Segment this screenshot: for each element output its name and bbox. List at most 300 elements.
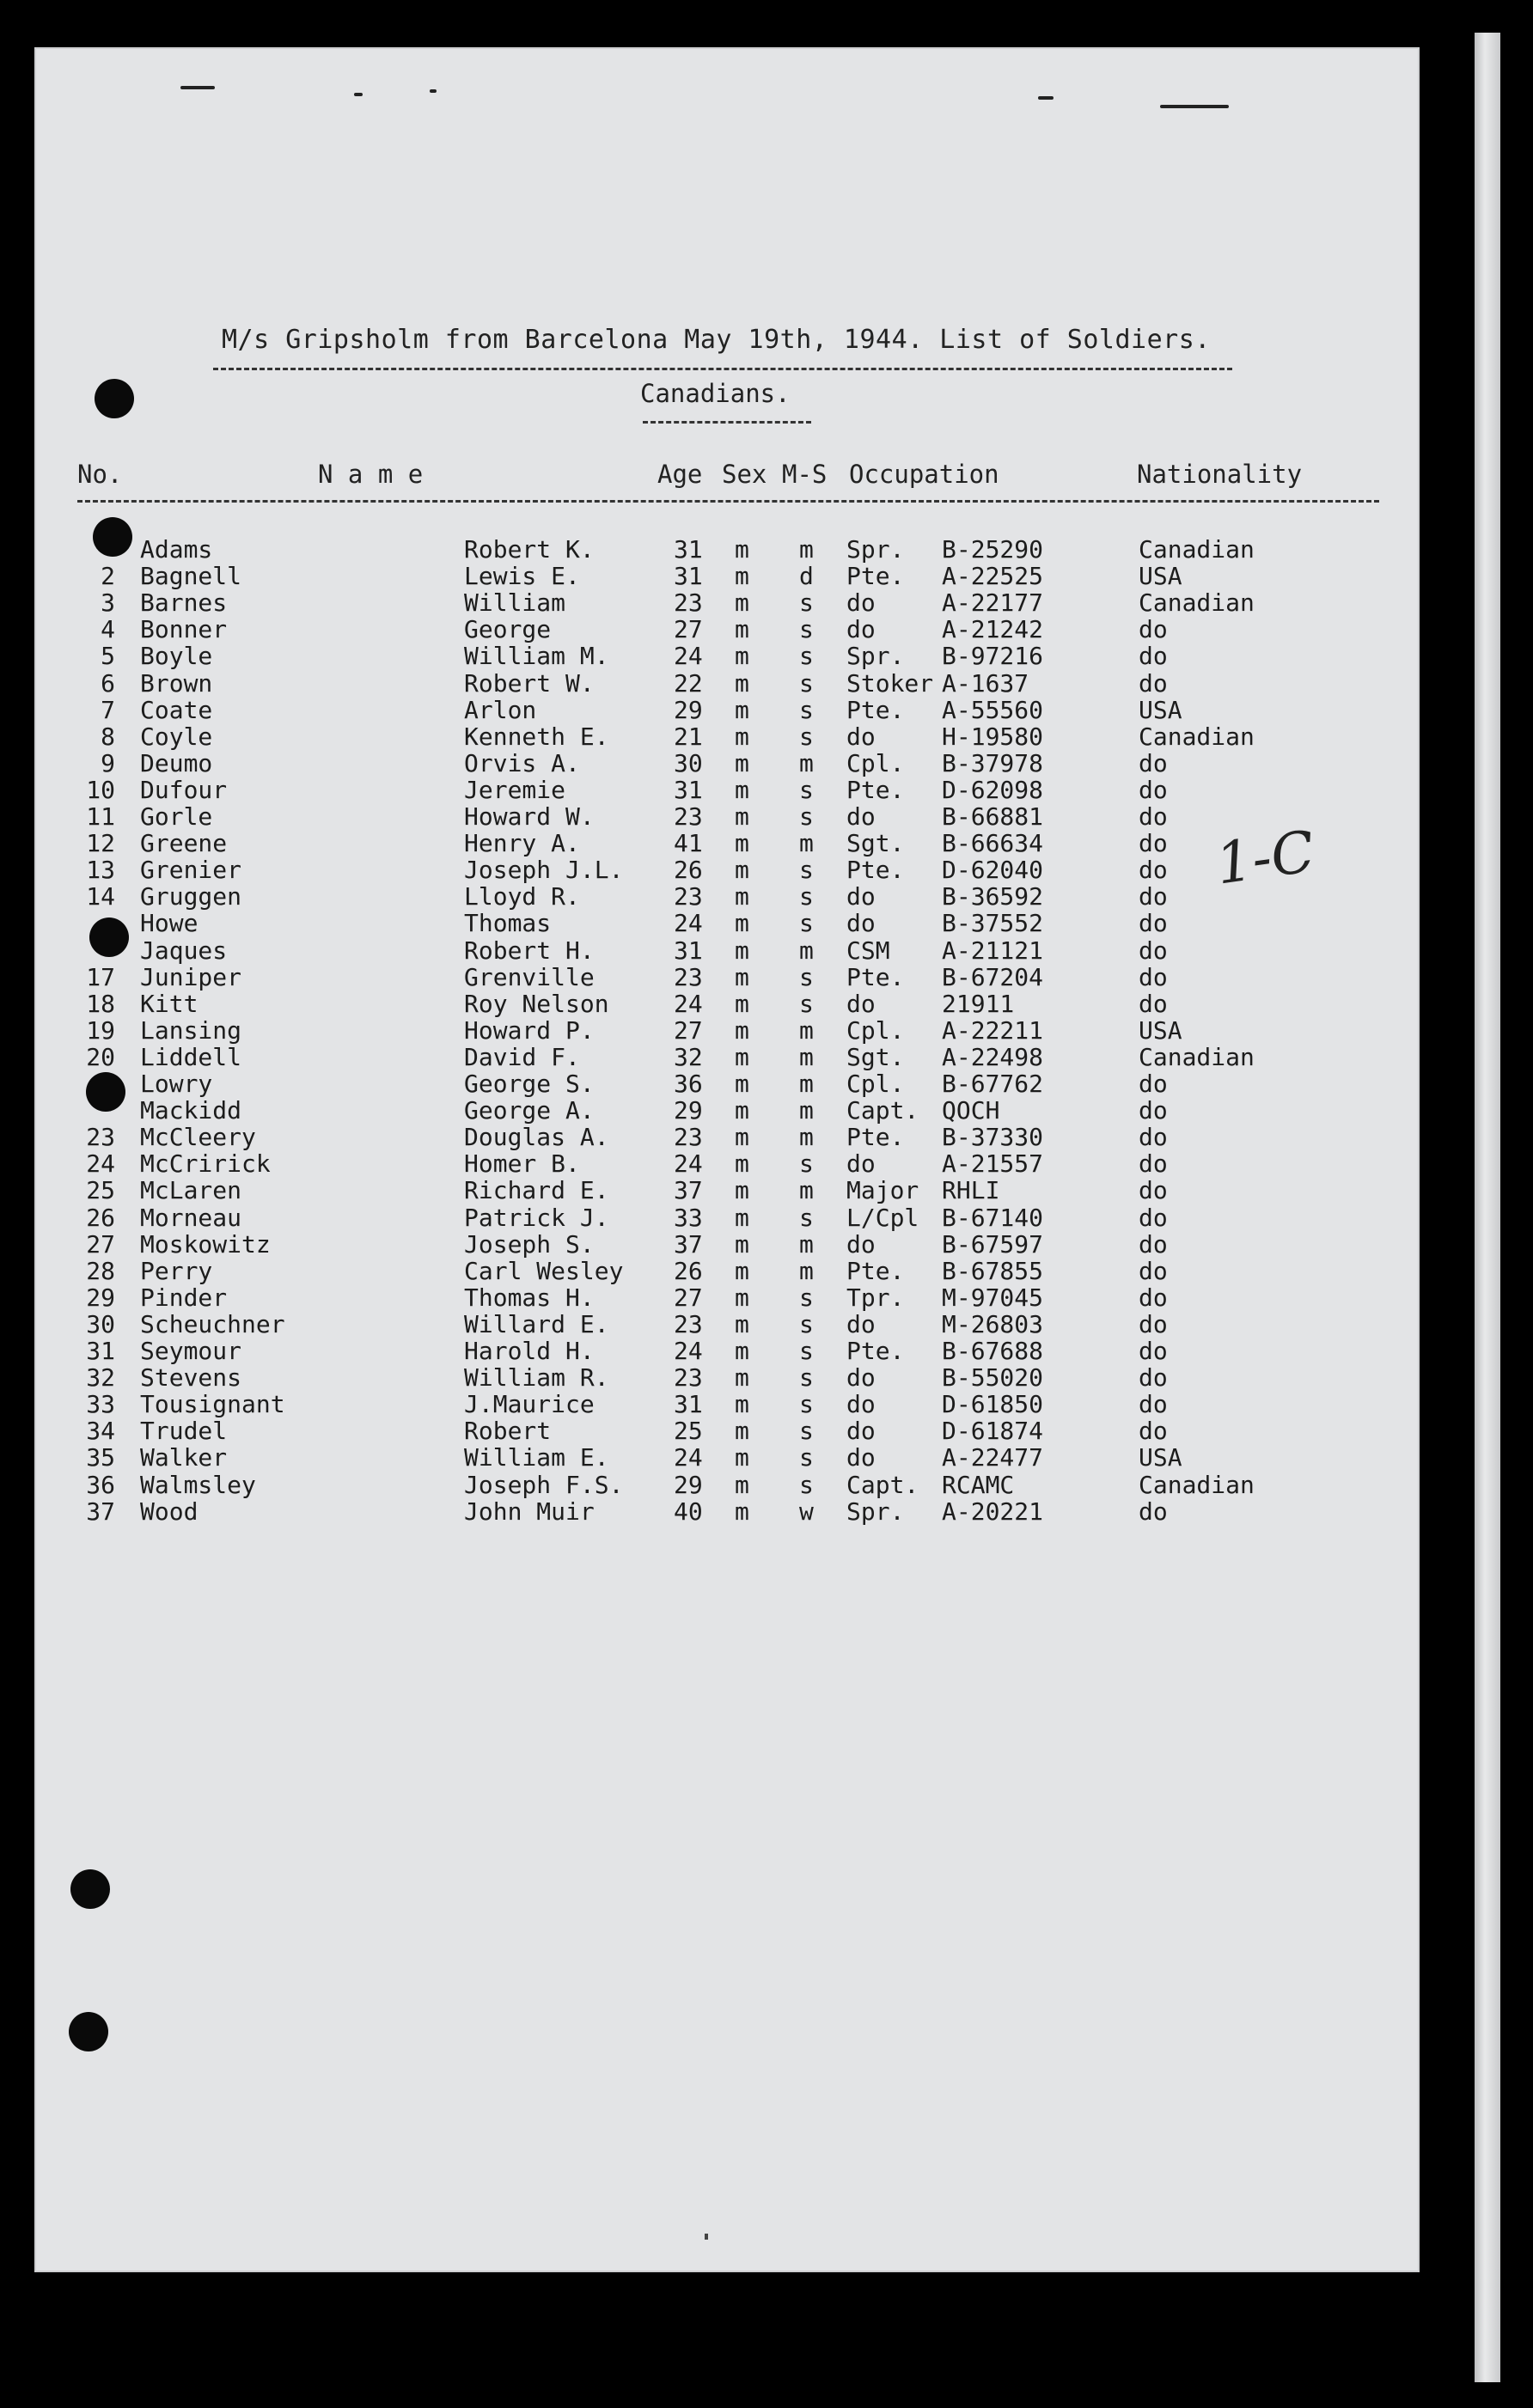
cell-service-number: B-37552 [942, 909, 1044, 938]
cell-service-number: A-20221 [942, 1497, 1044, 1526]
cell-occupation: Stoker [846, 668, 934, 698]
cell-row-number: 32 [86, 1363, 115, 1393]
cell-given-names: Arlon [464, 695, 537, 724]
cell-marital-status: s [799, 1149, 814, 1179]
cell-sex: m [735, 1417, 749, 1446]
cell-surname: Brown [140, 668, 213, 698]
cell-age: 26 [674, 1256, 703, 1285]
cell-service-number: H-19580 [942, 722, 1044, 751]
cell-surname: Coate [140, 695, 213, 724]
cell-row-number: 2 [101, 562, 115, 591]
cell-given-names: William R. [464, 1363, 609, 1393]
cell-nationality: do [1139, 1096, 1168, 1125]
cell-marital-status: s [799, 695, 814, 724]
cell-surname: Howe [140, 909, 198, 938]
cell-service-number: D-61874 [942, 1417, 1044, 1446]
cell-given-names: William E. [464, 1443, 609, 1472]
cell-service-number: A-22211 [942, 1015, 1044, 1045]
cell-sex: m [735, 588, 749, 618]
cell-surname: Stevens [140, 1363, 242, 1393]
cell-given-names: Joseph S. [464, 1229, 595, 1259]
section-subtitle: Canadians. [640, 379, 791, 408]
cell-nationality: do [1139, 802, 1168, 831]
subtitle-underline [643, 421, 811, 424]
cell-given-names: Douglas A. [464, 1123, 609, 1152]
cell-row-number: 23 [86, 1123, 115, 1152]
cell-given-names: Howard W. [464, 802, 595, 831]
cell-sex: m [735, 642, 749, 671]
header-rule [77, 500, 1379, 503]
cell-given-names: Joseph J.L. [464, 856, 624, 885]
cell-given-names: Carl Wesley [464, 1256, 624, 1285]
cell-nationality: do [1139, 909, 1168, 938]
header-occupation: Occupation [849, 460, 999, 489]
cell-nationality: do [1139, 668, 1168, 698]
table-row [0, 1311, 1420, 1338]
cell-surname: Walmsley [140, 1470, 256, 1499]
ink-smudge [430, 89, 437, 93]
cell-row-number: 10 [86, 775, 115, 804]
cell-service-number: M-97045 [942, 1283, 1044, 1312]
cell-age: 24 [674, 989, 703, 1018]
cell-nationality: do [1139, 882, 1168, 911]
table-row [0, 750, 1420, 777]
cell-row-number: 25 [86, 1176, 115, 1205]
cell-sex: m [735, 1363, 749, 1393]
cell-service-number: A-55560 [942, 695, 1044, 724]
cell-row-number: 12 [86, 829, 115, 858]
cell-age: 37 [674, 1229, 703, 1259]
cell-nationality: do [1139, 1176, 1168, 1205]
table-row [0, 857, 1420, 883]
cell-surname: Kitt [140, 989, 198, 1018]
cell-surname: Liddell [140, 1042, 242, 1071]
cell-nationality: do [1139, 615, 1168, 644]
cell-given-names: Robert W. [464, 668, 595, 698]
cell-occupation: Spr. [846, 642, 905, 671]
cell-marital-status: s [799, 615, 814, 644]
cell-marital-status: m [799, 1042, 814, 1071]
cell-occupation: Spr. [846, 1497, 905, 1526]
cell-occupation: CSM [846, 936, 890, 965]
cell-marital-status: s [799, 1363, 814, 1393]
cell-service-number: QOCH [942, 1096, 1000, 1125]
cell-sex: m [735, 1283, 749, 1312]
cell-age: 31 [674, 562, 703, 591]
cell-nationality: Canadian [1139, 1470, 1255, 1499]
punch-hole [69, 2012, 108, 2051]
cell-nationality: do [1139, 1363, 1168, 1393]
cell-service-number: A-21242 [942, 615, 1044, 644]
cell-row-number: 17 [86, 962, 115, 991]
cell-surname: Barnes [140, 588, 228, 618]
cell-occupation: do [846, 1443, 876, 1472]
cell-nationality: Canadian [1139, 535, 1255, 564]
cell-row-number: 5 [101, 642, 115, 671]
cell-age: 31 [674, 936, 703, 965]
cell-service-number: B-66881 [942, 802, 1044, 831]
cell-age: 29 [674, 1470, 703, 1499]
cell-sex: m [735, 1470, 749, 1499]
table-row [0, 670, 1420, 697]
cell-nationality: USA [1139, 1443, 1182, 1472]
table-row [0, 1284, 1420, 1311]
ink-smudge [1038, 96, 1054, 100]
cell-surname: Bagnell [140, 562, 242, 591]
cell-sex: m [735, 1176, 749, 1205]
cell-given-names: Robert K. [464, 535, 595, 564]
cell-sex: m [735, 775, 749, 804]
cell-nationality: do [1139, 936, 1168, 965]
cell-marital-status: m [799, 1070, 814, 1098]
cell-age: 41 [674, 829, 703, 858]
cell-marital-status: s [799, 1203, 814, 1232]
cell-surname: Lansing [140, 1015, 242, 1045]
cell-occupation: do [846, 615, 876, 644]
cell-row-number: 28 [86, 1256, 115, 1285]
cell-service-number: B-66634 [942, 829, 1044, 858]
cell-nationality: do [1139, 1203, 1168, 1232]
document-title: M/s Gripsholm from Barcelona May 19th, 1944. List of Soldiers. [222, 325, 1211, 355]
cell-occupation: Tpr. [846, 1283, 905, 1312]
cell-surname: McLaren [140, 1176, 242, 1205]
cell-given-names: Willard E. [464, 1309, 609, 1338]
cell-service-number: A-22177 [942, 588, 1044, 618]
cell-surname: Moskowitz [140, 1229, 271, 1259]
cell-nationality: do [1139, 962, 1168, 991]
cell-age: 40 [674, 1497, 703, 1526]
page-edge [1475, 33, 1500, 2382]
cell-nationality: do [1139, 1283, 1168, 1312]
cell-nationality: do [1139, 1229, 1168, 1259]
cell-age: 24 [674, 909, 703, 938]
cell-surname: Deumo [140, 748, 213, 777]
table-row [0, 563, 1420, 589]
cell-sex: m [735, 1497, 749, 1526]
punch-hole [70, 1869, 110, 1909]
cell-service-number: B-37330 [942, 1123, 1044, 1152]
table-row [0, 777, 1420, 803]
cell-service-number: A-1637 [942, 668, 1029, 698]
cell-given-names: William [464, 588, 566, 618]
cell-marital-status: s [799, 1417, 814, 1446]
cell-given-names: Henry A. [464, 829, 580, 858]
ink-mark [705, 2234, 708, 2240]
cell-service-number: B-67855 [942, 1256, 1044, 1285]
cell-occupation: L/Cpl [846, 1203, 919, 1232]
cell-surname: Wood [140, 1497, 198, 1526]
cell-sex: m [735, 562, 749, 591]
cell-marital-status: s [799, 588, 814, 618]
cell-service-number: D-62040 [942, 856, 1044, 885]
cell-nationality: do [1139, 1337, 1168, 1365]
cell-service-number: RCAMC [942, 1470, 1015, 1499]
cell-occupation: Pte. [846, 962, 905, 991]
cell-occupation: do [846, 1309, 876, 1338]
table-row [0, 910, 1420, 936]
cell-nationality: do [1139, 748, 1168, 777]
cell-sex: m [735, 1070, 749, 1098]
cell-given-names: Thomas H. [464, 1283, 595, 1312]
cell-row-number: 33 [86, 1390, 115, 1419]
cell-occupation: Cpl. [846, 1015, 905, 1045]
cell-row-number: 11 [86, 802, 115, 831]
cell-surname: Morneau [140, 1203, 242, 1232]
table-row [0, 1258, 1420, 1284]
cell-age: 23 [674, 1123, 703, 1152]
cell-marital-status: m [799, 936, 814, 965]
cell-occupation: Pte. [846, 695, 905, 724]
cell-occupation: Pte. [846, 856, 905, 885]
cell-age: 37 [674, 1176, 703, 1205]
cell-given-names: Grenville [464, 962, 595, 991]
cell-marital-status: s [799, 909, 814, 938]
table-row [0, 723, 1420, 750]
cell-marital-status: m [799, 1176, 814, 1205]
cell-age: 23 [674, 962, 703, 991]
cell-row-number: 19 [86, 1015, 115, 1045]
cell-row-number: 30 [86, 1309, 115, 1338]
cell-marital-status: s [799, 1337, 814, 1365]
cell-row-number: 20 [86, 1042, 115, 1071]
cell-occupation: do [846, 1363, 876, 1393]
table-row [0, 1472, 1420, 1498]
cell-sex: m [735, 748, 749, 777]
cell-nationality: do [1139, 1309, 1168, 1338]
cell-row-number: 7 [101, 695, 115, 724]
cell-given-names: George A. [464, 1096, 595, 1125]
cell-marital-status: s [799, 1309, 814, 1338]
cell-row-number: 26 [86, 1203, 115, 1232]
cell-sex: m [735, 1123, 749, 1152]
cell-row-number: 37 [86, 1497, 115, 1526]
cell-age: 33 [674, 1203, 703, 1232]
cell-surname: Dufour [140, 775, 228, 804]
cell-service-number: 21911 [942, 989, 1015, 1018]
cell-row-number: 13 [86, 856, 115, 885]
table-row [0, 1150, 1420, 1177]
cell-surname: Tousignant [140, 1390, 285, 1419]
cell-occupation: do [846, 1229, 876, 1259]
cell-row-number: 35 [86, 1443, 115, 1472]
cell-marital-status: s [799, 1390, 814, 1419]
cell-sex: m [735, 909, 749, 938]
cell-surname: Coyle [140, 722, 213, 751]
cell-sex: m [735, 1015, 749, 1045]
table-row [0, 1364, 1420, 1391]
cell-nationality: do [1139, 1256, 1168, 1285]
cell-surname: Walker [140, 1443, 228, 1472]
table-row [0, 697, 1420, 723]
cell-surname: Lowry [140, 1070, 213, 1098]
cell-nationality: do [1139, 1390, 1168, 1419]
cell-given-names: Orvis A. [464, 748, 580, 777]
cell-surname: Boyle [140, 642, 213, 671]
table-row [0, 616, 1420, 643]
cell-nationality: do [1139, 829, 1168, 858]
cell-row-number: 3 [101, 588, 115, 618]
cell-marital-status: s [799, 856, 814, 885]
table-row [0, 1498, 1420, 1525]
cell-sex: m [735, 1443, 749, 1472]
cell-age: 31 [674, 1390, 703, 1419]
cell-sex: m [735, 1337, 749, 1365]
cell-row-number: 27 [86, 1229, 115, 1259]
table-row [0, 589, 1420, 616]
cell-given-names: John Muir [464, 1497, 595, 1526]
table-row [0, 883, 1420, 910]
cell-sex: m [735, 1390, 749, 1419]
cell-row-number: 34 [86, 1417, 115, 1446]
cell-marital-status: s [799, 962, 814, 991]
cell-given-names: Richard E. [464, 1176, 609, 1205]
cell-given-names: David F. [464, 1042, 580, 1071]
cell-sex: m [735, 936, 749, 965]
cell-given-names: Harold H. [464, 1337, 595, 1365]
cell-age: 31 [674, 775, 703, 804]
table-row [0, 643, 1420, 669]
cell-marital-status: w [799, 1497, 814, 1526]
cell-service-number: B-67140 [942, 1203, 1044, 1232]
cell-marital-status: m [799, 1096, 814, 1125]
cell-occupation: Sgt. [846, 1042, 905, 1071]
cell-given-names: Robert H. [464, 936, 595, 965]
table-row [0, 1177, 1420, 1204]
cell-age: 29 [674, 695, 703, 724]
cell-sex: m [735, 1096, 749, 1125]
cell-surname: Scheuchner [140, 1309, 285, 1338]
cell-marital-status: s [799, 1283, 814, 1312]
cell-age: 27 [674, 615, 703, 644]
cell-nationality: do [1139, 775, 1168, 804]
table-row [0, 991, 1420, 1017]
cell-occupation: Cpl. [846, 1070, 905, 1098]
cell-surname: Trudel [140, 1417, 228, 1446]
table-row [0, 803, 1420, 830]
cell-service-number: A-22477 [942, 1443, 1044, 1472]
cell-given-names: Patrick J. [464, 1203, 609, 1232]
cell-marital-status: m [799, 1015, 814, 1045]
cell-sex: m [735, 1256, 749, 1285]
cell-nationality: USA [1139, 562, 1182, 591]
cell-marital-status: s [799, 668, 814, 698]
cell-service-number: M-26803 [942, 1309, 1044, 1338]
cell-given-names: George [464, 615, 552, 644]
cell-occupation: do [846, 882, 876, 911]
cell-given-names: Roy Nelson [464, 989, 609, 1018]
cell-age: 23 [674, 588, 703, 618]
cell-occupation: do [846, 989, 876, 1018]
cell-service-number: A-21121 [942, 936, 1044, 965]
cell-surname: Gruggen [140, 882, 242, 911]
cell-service-number: B-55020 [942, 1363, 1044, 1393]
cell-sex: m [735, 962, 749, 991]
cell-age: 23 [674, 882, 703, 911]
cell-surname: Bonner [140, 615, 228, 644]
cell-marital-status: m [799, 1229, 814, 1259]
cell-marital-status: s [799, 882, 814, 911]
cell-occupation: do [846, 1390, 876, 1419]
cell-occupation: do [846, 588, 876, 618]
header-nationality: Nationality [1137, 460, 1303, 489]
cell-surname: Juniper [140, 962, 242, 991]
cell-occupation: Pte. [846, 562, 905, 591]
cell-occupation: do [846, 1417, 876, 1446]
cell-occupation: do [846, 722, 876, 751]
cell-nationality: do [1139, 1497, 1168, 1526]
cell-sex: m [735, 722, 749, 751]
table-row [0, 1338, 1420, 1364]
ink-smudge [1160, 105, 1229, 108]
cell-row-number: 6 [101, 668, 115, 698]
cell-service-number: D-61850 [942, 1390, 1044, 1419]
cell-marital-status: s [799, 1470, 814, 1499]
cell-sex: m [735, 829, 749, 858]
cell-surname: Jaques [140, 936, 228, 965]
cell-sex: m [735, 615, 749, 644]
cell-nationality: do [1139, 1123, 1168, 1152]
table-row [0, 1097, 1420, 1124]
cell-given-names: Lloyd R. [464, 882, 580, 911]
cell-surname: McCririck [140, 1149, 271, 1179]
cell-nationality: Canadian [1139, 588, 1255, 618]
cell-occupation: Pte. [846, 1123, 905, 1152]
header-name: N a m e [318, 460, 424, 489]
table-row [0, 830, 1420, 857]
cell-marital-status: m [799, 1123, 814, 1152]
table-row [0, 1417, 1420, 1444]
cell-nationality: Canadian [1139, 1042, 1255, 1071]
table-row [0, 1070, 1420, 1097]
cell-occupation: do [846, 802, 876, 831]
cell-age: 23 [674, 1309, 703, 1338]
header-sex: Sex [722, 460, 767, 489]
cell-sex: m [735, 1203, 749, 1232]
cell-age: 32 [674, 1042, 703, 1071]
cell-nationality: USA [1139, 695, 1182, 724]
cell-service-number: B-97216 [942, 642, 1044, 671]
cell-given-names: William M. [464, 642, 609, 671]
cell-age: 24 [674, 642, 703, 671]
cell-occupation: Pte. [846, 1256, 905, 1285]
cell-marital-status: s [799, 722, 814, 751]
cell-surname: Adams [140, 535, 213, 564]
cell-surname: Gorle [140, 802, 213, 831]
cell-nationality: do [1139, 1149, 1168, 1179]
cell-surname: Perry [140, 1256, 213, 1285]
cell-age: 24 [674, 1149, 703, 1179]
header-age: Age [657, 460, 703, 489]
cell-service-number: B-67597 [942, 1229, 1044, 1259]
cell-age: 36 [674, 1070, 703, 1098]
header-no: No. [77, 460, 123, 489]
punch-hole [95, 379, 134, 418]
cell-marital-status: d [799, 562, 814, 591]
cell-age: 21 [674, 722, 703, 751]
cell-row-number: 4 [101, 615, 115, 644]
cell-occupation: do [846, 909, 876, 938]
table-row [0, 937, 1420, 964]
cell-nationality: do [1139, 989, 1168, 1018]
cell-age: 23 [674, 1363, 703, 1393]
cell-row-number: 36 [86, 1470, 115, 1499]
cell-service-number: A-21557 [942, 1149, 1044, 1179]
cell-service-number: B-67204 [942, 962, 1044, 991]
cell-occupation: Cpl. [846, 748, 905, 777]
cell-given-names: Jeremie [464, 775, 566, 804]
cell-sex: m [735, 1229, 749, 1259]
cell-given-names: Robert [464, 1417, 552, 1446]
